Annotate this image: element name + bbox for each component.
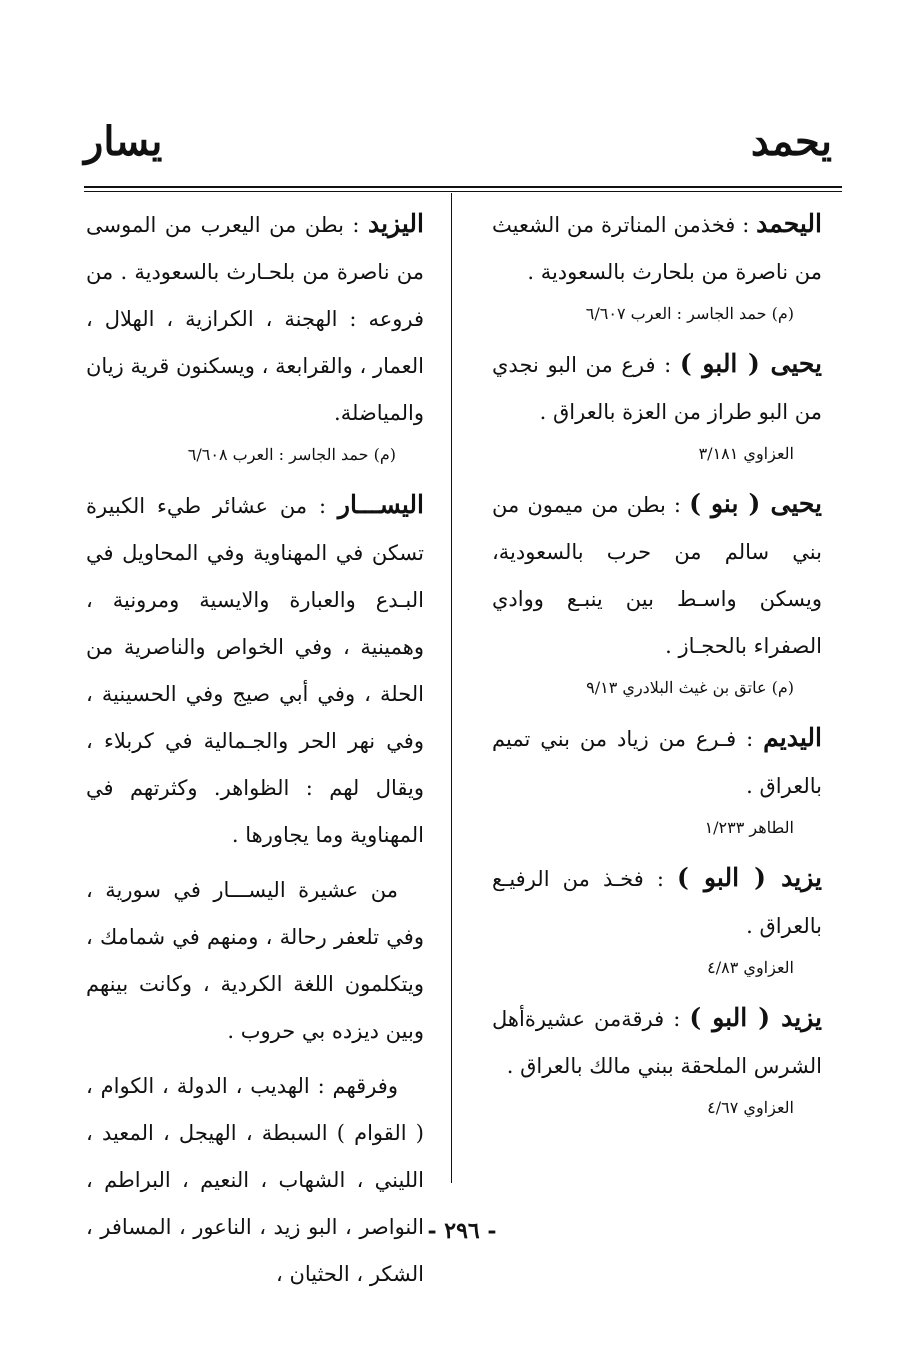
entry-citation: العزاوي ٤/٦٧ bbox=[707, 1098, 794, 1117]
entry-term: اليحمد bbox=[756, 209, 822, 238]
paragraph: من عشيرة اليســـار في سورية ، وفي تلعفر رحالة ، ومنهم في شمامك ، ويتكلمون اللغة الكردية ، وكانت بينهم وبين ديزده بي حروب . bbox=[86, 878, 424, 1043]
entry-term: يزيد ( البو ) bbox=[689, 1003, 822, 1032]
entry-term: اليديم bbox=[763, 723, 822, 752]
entry bbox=[492, 480, 822, 706]
entry-citation: (م) عاتق بن غيث البلادري ٩/١٣ bbox=[586, 678, 794, 697]
entry-text: فرع من البو نجدي من البو طراز من العزة بالعراق . bbox=[492, 353, 822, 424]
page-number: - ٢٩٦ - bbox=[427, 1218, 497, 1244]
entry-term: يحيى ( البو ) bbox=[679, 349, 822, 378]
entry-text: بطن من ميمون من بني سالم من حرب بالسعودية، ويسكن واسـط بين ينبـع ووادي الصفراء بالحجـاز . bbox=[492, 493, 822, 658]
entry-text: فخـذ من الرفيـع بالعراق . bbox=[492, 867, 822, 938]
entry bbox=[86, 481, 424, 859]
entry-sep: : bbox=[343, 213, 369, 237]
entry-text: فـرع من زياد من بني تميم بالعراق . bbox=[492, 727, 822, 798]
entry-text: فخذمن المناترة من الشعيث من ناصرة من بلحارث بالسعودية . bbox=[492, 213, 822, 284]
paragraph: وفرقهم : الهديب ، الدولة ، الكوام ، ( القوام ) السبطة ، الهيجل ، المعيد ، الليني ، الشهاب ، النعيم ، البراطم ، النواصر ، البو زيد ، الناعور ، المسافر ، الشكر ، الحثيان ، bbox=[86, 1074, 424, 1286]
left-column bbox=[86, 200, 424, 1306]
column-divider bbox=[451, 193, 452, 1183]
entry-citation: الطاهر ١/٢٣٣ bbox=[704, 818, 794, 837]
entry-citation: (م) حمد الجاسر : العرب ٦/٦٠٧ bbox=[585, 304, 794, 323]
header-right-title: يحمد bbox=[750, 118, 832, 165]
entry-sep: : bbox=[735, 213, 757, 237]
entry-sep: : bbox=[655, 353, 680, 377]
entry-text: من عشائر طيء الكبيرة تسكن في المهناوية وفي المحاويل في البـدع والعبارة والايسية ومرونية ، وهمينية ، وفي الخواص والناصرية من الحلة ، وفي أبي صيج وفي الحسينية ، وفي نهر الحر والجـمالية في كربلاء ، ويقال لهم : الظواهر. وكثرتهم في المهناوية وما يجاورها . bbox=[86, 494, 424, 847]
entry bbox=[492, 340, 822, 472]
entry-text: بطن من اليعرب من الموسى من ناصرة من بلحـارث بالسعودية . من فروعه : الهجنة ، الكرازية ، الهلال ، العمار ، والقرابعة ، ويسكنون قرية زيان والمياضلة. bbox=[86, 213, 424, 425]
entry-sep: : bbox=[664, 1007, 690, 1031]
entry-citation: العزاوي ٣/١٨١ bbox=[698, 444, 794, 463]
entry-citation: العزاوي ٤/٨٣ bbox=[707, 958, 794, 977]
header-rule-thick bbox=[84, 186, 842, 188]
header-rule-thin bbox=[84, 191, 842, 192]
entry-term: اليســـار bbox=[337, 490, 424, 519]
entry-sep: : bbox=[665, 493, 690, 517]
entry-term: يحيى ( بنو ) bbox=[689, 489, 822, 518]
entry-sep: : bbox=[736, 727, 764, 751]
entry-term: اليزيد bbox=[368, 209, 424, 238]
entry-citation: (م) حمد الجاسر : العرب ٦/٦٠٨ bbox=[187, 445, 396, 464]
entry bbox=[492, 714, 822, 846]
entry-term: يزيد ( البو ) bbox=[677, 863, 822, 892]
entry bbox=[492, 994, 822, 1126]
entry bbox=[492, 854, 822, 986]
entry bbox=[492, 200, 822, 332]
entry bbox=[86, 200, 424, 473]
right-column bbox=[492, 200, 822, 1134]
entry-sep: : bbox=[643, 867, 678, 891]
header-left-title: يسار bbox=[84, 118, 163, 165]
entry-sep: : bbox=[307, 494, 338, 518]
entry-text: فرقةمن عشيرةأهل الشرس الملحقة ببني مالك بالعراق . bbox=[492, 1007, 822, 1078]
